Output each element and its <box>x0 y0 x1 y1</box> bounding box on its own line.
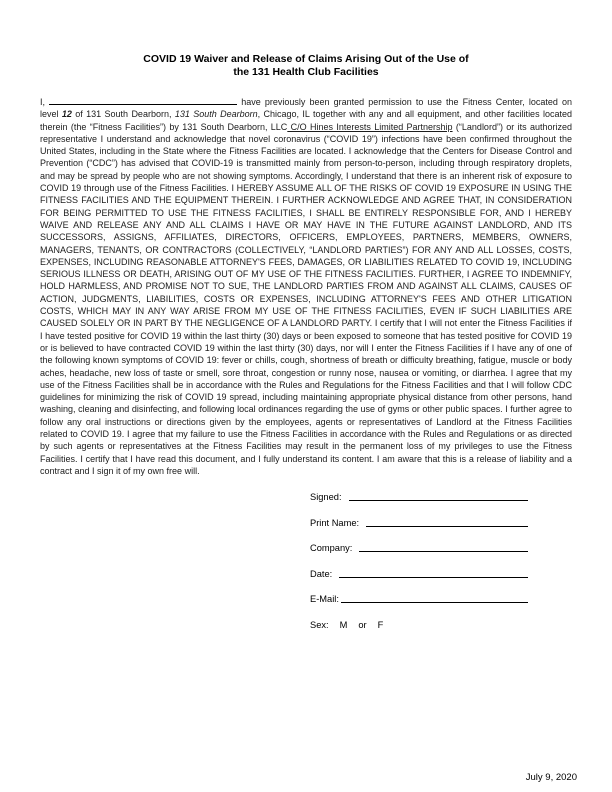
name-blank-line <box>49 96 237 105</box>
signed-label: Signed: <box>310 492 342 503</box>
title-line-1: COVID 19 Waiver and Release of Claims Arising Out of the Use of <box>143 53 469 65</box>
company-fill-line <box>359 550 528 552</box>
level-number: 12 <box>61 109 72 120</box>
footer-date: July 9, 2020 <box>525 772 577 783</box>
company-row <box>310 543 528 553</box>
print-name-row <box>310 518 528 528</box>
body-after-blank-text: have previously been granted permission to use the Fitness Center, located on level <box>40 97 572 120</box>
email-fill-line <box>341 601 528 603</box>
signed-row <box>310 492 528 502</box>
print-name-label: Print Name: <box>310 517 360 528</box>
sex-or-text: or <box>358 619 367 630</box>
signature-block <box>310 492 528 630</box>
sex-label: Sex: <box>310 619 329 630</box>
sex-option-m: M <box>339 619 348 630</box>
sex-option-f: F <box>377 619 384 630</box>
email-label: E-Mail: <box>310 594 339 605</box>
sex-row <box>310 620 528 630</box>
body-paragraph <box>40 96 572 477</box>
body-of-building-text: of 131 South Dearborn, <box>75 109 172 120</box>
print-name-fill-line <box>366 525 528 527</box>
page-title <box>0 0 612 79</box>
date-row <box>310 569 528 579</box>
body-main-text: (“Landlord”) or its authorized representative I understand and acknowledge that novel coronavirus (“COVID 19”) infections have been confirmed throughout the United States, including in the State where the Fitness Facilities are located. I acknowledge that the Centers for Disease Control and Prevention (“CDC”) has advised that COVID-19 is transmitted mainly from person-to-person, including through respiratory droplets, and may be spread by people who are not showing symptoms. Accordingly, I understand that there is an inherent risk of exposure to COVID 19 through use of the Fitness Facilities. I HEREBY ASSUME ALL OF THE RISKS OF COVID 19 EXPOSURE IN USING THE FITNESS FACILITIES AND THE EQUIPMENT THEREIN. I FURTHER ACKNOWLEDGE AND AGREE THAT, IN CONSIDERATION FOR BEING PERMITTED TO USE THE FITNESS FACILITIES, I SHALL BE ENTIRELY RESPONSIBLE FOR, AND I HEREBY WAIVE AND RELEASE ANY AND ALL CLAIMS I HAVE OR MAY HAVE IN THE FUTURE AGAINST LANDLORD, AND ITS SUCCESSORS, ASSIGNS, AFFILIATES, DIRECTORS, OFFICERS, EMPLOYEES, PARTNERS, MEMBERS, OWNERS, MANAGERS, TENANTS, OR CONTRACTORS (COLLECTIVELY, “LANDLORD PARTIES”) FOR ANY AND ALL LOSSES, COSTS, EXPENSES, INCLUDING REASONABLE ATTORNEY'S FEES, DAMAGES, OR LIABILITIES RELATED TO COVID 19, INCLUDING SERIOUS ILLNESS OR DEATH, ARISING OUT OF MY USE OF THE FITNESS FACILITIES. FURTHER, I AGREE TO INDEMNIFY, HOLD HARMLESS, AND PROMISE NOT TO SUE, THE LANDLORD PARTIES FROM AND AGAINST ALL CLAIMS, CAUSES OF ACTION, JUDGMENTS, LIABILITIES, COSTS OR EXPENSES, INCLUDING ATTORNEY'S FEES AND OTHER LITIGATION COSTS, WHICH MAY IN ANY WAY ARISE FROM MY USE OF THE FITNESS FACILITIES, EVEN IF SUCH LIABILITIES ARE CAUSED SOLELY OR IN PART BY THE NEGLIGENCE OF A LANDLORD PARTY. I certify that I will not enter the Fitness Facilities if I have tested positive for COVID 19 within the last thirty (30) days or been exposed to someone that has tested positive for COVID 19 or is believed to have contracted COVID 19 within the last thirty (30) days, nor will I enter the Fitness Facilities if I have any of one of the following known symptoms of COVID 19: fever or chills, cough, shortness of breath or difficulty breathing, fatigue, muscle or body aches, headache, new loss of taste or smell, sore throat, congestion or runny nose, nausea or vomiting, or diarrhea. I agree that my use of the Fitness Facilities shall be in accordance with the Rules and Regulations for the Fitness Facilities and that I will follow CDC guidelines for minimizing the risk of COVID 19 spread, including maintaining appropriate physical distance from other persons, hand washing, cleaning and disinfecting, and following local ordinances regarding the use of gyms or other public spaces. I further agree to follow any oral instructions or directions given by the employees, agents or representatives of Landlord at the Fitness Facilities related to COVID 19. I agree that my failure to use the Fitness Facilities in accordance with the Rules and Regulations or as directed by such agents or representatives at the Fitness Facilities may result in the permanent loss of my privileges to use the Fitness Facilities. I certify that I have read this document, and I fully understand its content. I am aware that this is a release of liability and a contract and I sign it of my own free will. <box>40 121 572 476</box>
date-fill-line <box>339 576 528 578</box>
title-line-2: the 131 Health Club Facilities <box>233 66 379 78</box>
building-address-italic: 131 South Dearborn <box>174 109 258 120</box>
signed-fill-line <box>349 499 528 501</box>
company-label: Company: <box>310 543 353 554</box>
body-mid-text: , Chicago, IL together with any and all equipment, and other facilities located therein (the “Fitness Facilities”) by 131 South Dearborn, LLC <box>40 109 572 132</box>
date-label: Date: <box>310 568 333 579</box>
underlined-entity-name: C/O Hines Interests Limited Partnership <box>287 121 453 132</box>
body-intro-text: I, <box>40 97 46 107</box>
email-row <box>310 594 528 604</box>
